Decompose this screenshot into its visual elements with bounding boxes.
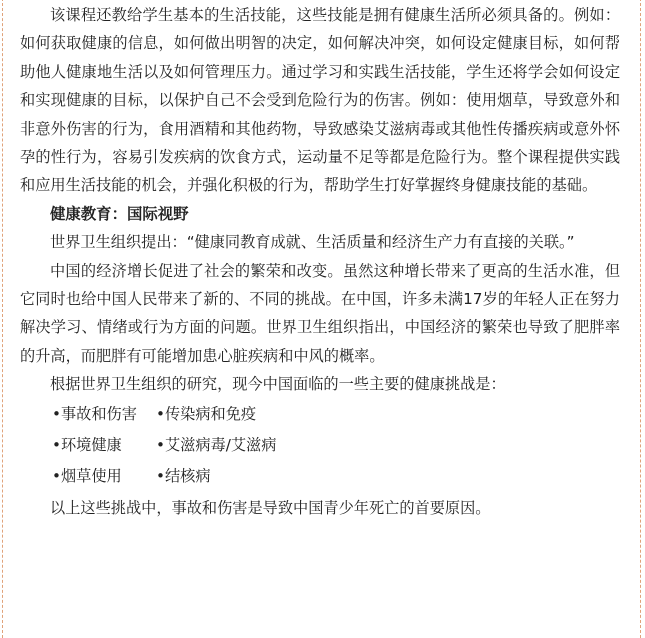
challenge-item: •结核病 — [156, 466, 211, 485]
challenge-item: •艾滋病毒/艾滋病 — [156, 435, 277, 454]
paragraph-life-skills: 该课程还教给学生基本的生活技能，这些技能是拥有健康生活所必须具备的。例如：如何获取健康的信息，如何做出明智的决定，如何解决冲突，如何设定健康目标，如何帮助他人健康地生活以及如何管理压力。通过学习和实践生活技能，学生还将学会如何设定和实现健康的目标，以保护自己不会受到危险行为的伤害。例如：使用烟草，导致意外和非意外伤害的行为，食用酒精和其他药物，导致感染艾滋病毒或其他性传播疾病或意外怀孕的性行为，容易引发疾病的饮食方式，运动量不足等都是危险行为。整个课程提供实践和应用生活技能的机会，并强化积极的行为，帮助学生打好掌握终身健康技能的基础。 — [20, 6, 620, 195]
list-item — [20, 461, 620, 492]
challenges-list — [20, 399, 620, 492]
challenge-item: •烟草使用 — [52, 466, 122, 485]
paragraph-challenges-intro: 根据世界卫生组织的研究，现今中国面临的一些主要的健康挑战是： — [50, 375, 506, 394]
paragraph-conclusion: 以上这些挑战中，事故和伤害是导致中国青少年死亡的首要原因。 — [50, 498, 491, 517]
paragraph-who-quote: 世界卫生组织提出：“健康同教育成就、生活质量和经济生产力有直接的关联。” — [50, 233, 575, 252]
section-heading: 健康教育：国际视野 — [50, 204, 189, 223]
article-body — [20, 1, 620, 522]
challenge-item: •环境健康 — [52, 435, 122, 454]
challenge-item: •事故和伤害 — [52, 404, 137, 423]
list-item — [20, 399, 620, 430]
paragraph-economic-growth: 中国的经济增长促进了社会的繁荣和改变。虽然这种增长带来了更高的生活水准，但它同时也给中国人民带来了新的、不同的挑战。在中国，许多未满17岁的年轻人正在努力解决学习、情绪或行为方面的问题。世界卫生组织指出，中国经济的繁荣也导致了肥胖率的升高，而肥胖有可能增加患心脏疾病和中风的概率。 — [20, 261, 620, 365]
list-item — [20, 430, 620, 461]
challenge-item: •传染病和免疫 — [156, 404, 257, 423]
